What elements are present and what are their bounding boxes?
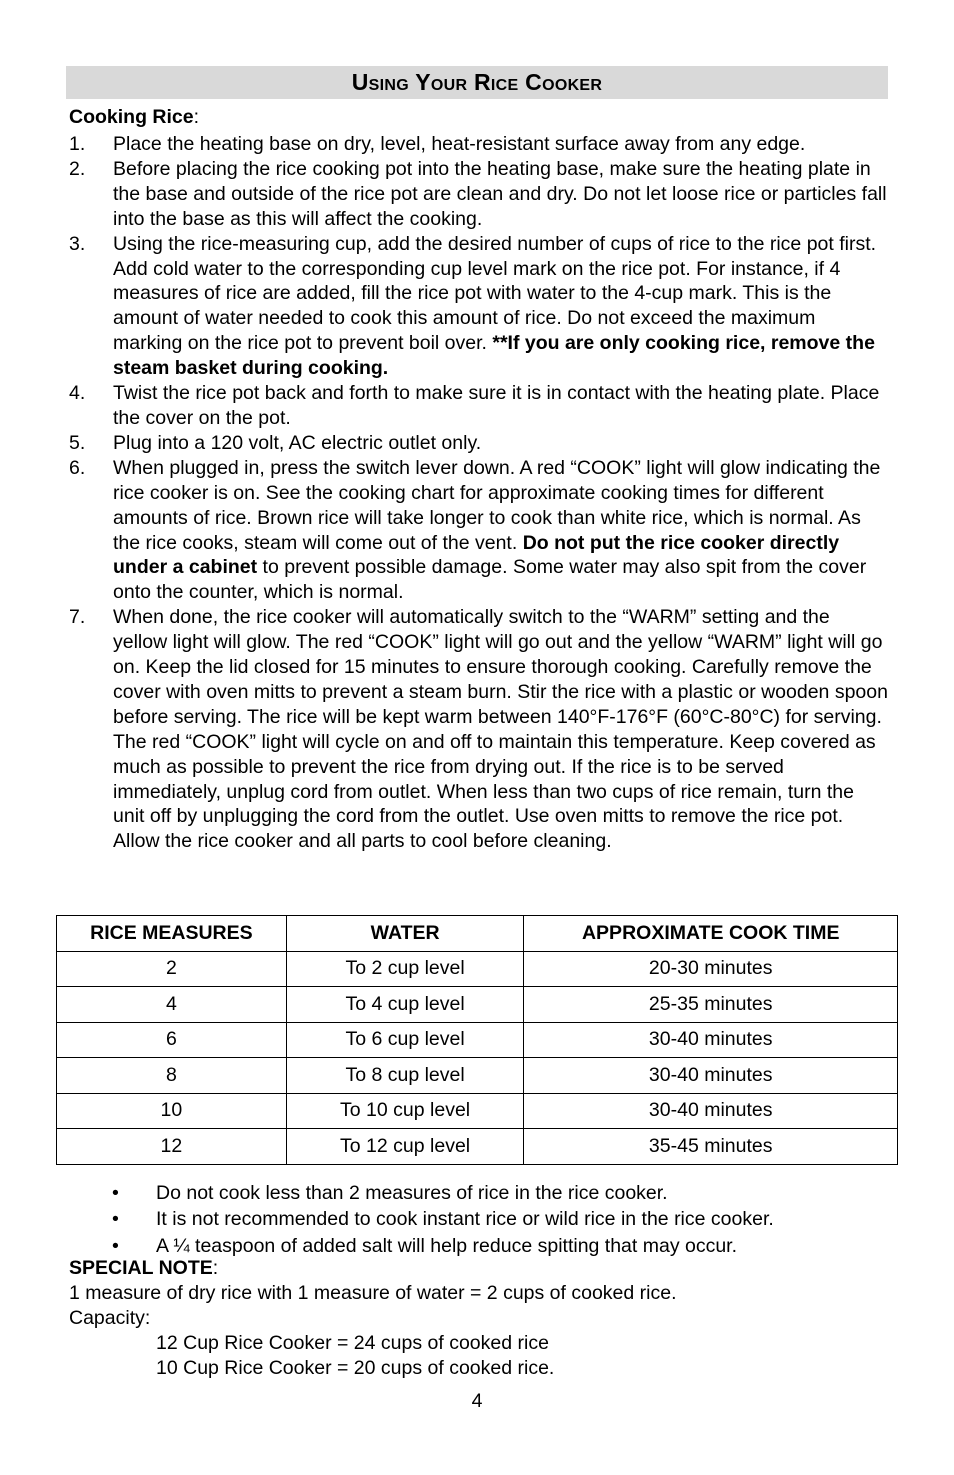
water-cell: To 10 cup level bbox=[286, 1093, 524, 1129]
tips-bullet-list bbox=[112, 1180, 892, 1260]
table-row bbox=[57, 1058, 898, 1094]
table-row bbox=[57, 987, 898, 1023]
table-row bbox=[57, 1129, 898, 1165]
step-bold-warning: Do not put the rice cooker directly under a cabinet bbox=[113, 531, 840, 579]
step-bold-warning: **If you are only cooking rice, remove the steam basket during cooking. bbox=[113, 332, 875, 380]
rice-measure-cell: 2 bbox=[57, 951, 287, 987]
step-number: 2. bbox=[69, 157, 86, 180]
capacity-line: 10 Cup Rice Cooker = 20 cups of cooked rice. bbox=[156, 1356, 555, 1379]
bullet-text: A ¼ teaspoon of added salt will help reduce spitting that may occur. bbox=[156, 1234, 738, 1257]
bullet-icon: • bbox=[112, 1234, 119, 1257]
step-body bbox=[113, 456, 889, 605]
step-3 bbox=[69, 232, 889, 381]
cook-time-cell: 30-40 minutes bbox=[524, 1058, 898, 1094]
step-body bbox=[113, 232, 889, 381]
cook-time-cell: 30-40 minutes bbox=[524, 1022, 898, 1058]
page-number: 4 bbox=[471, 1390, 483, 1412]
step-number: 7. bbox=[69, 606, 86, 629]
rice-measure-cell: 8 bbox=[57, 1058, 287, 1094]
bullet-icon: • bbox=[112, 1208, 119, 1231]
step-6 bbox=[69, 456, 889, 605]
table-row bbox=[57, 951, 898, 987]
water-cell: To 4 cup level bbox=[286, 987, 524, 1023]
rice-measure-cell: 6 bbox=[57, 1022, 287, 1058]
step-number: 1. bbox=[69, 133, 86, 155]
header-cook-time: APPROXIMATE COOK TIME bbox=[524, 916, 898, 952]
table-header-row bbox=[57, 916, 898, 952]
table-row bbox=[57, 1093, 898, 1129]
section-title-bar bbox=[66, 66, 888, 99]
rice-measure-cell: 12 bbox=[57, 1129, 287, 1165]
cook-time-cell: 30-40 minutes bbox=[524, 1093, 898, 1129]
list-item bbox=[112, 1180, 892, 1207]
step-7 bbox=[69, 605, 889, 854]
step-number: 3. bbox=[69, 232, 86, 255]
step-4 bbox=[69, 381, 889, 431]
step-2 bbox=[69, 157, 889, 232]
step-text: Place the heating base on dry, level, heat-resistant surface away from any edge. bbox=[113, 133, 806, 155]
step-number: 6. bbox=[69, 456, 86, 479]
rice-measure-cell: 10 bbox=[57, 1093, 287, 1129]
special-note-heading bbox=[69, 1256, 889, 1281]
step-1 bbox=[69, 132, 889, 157]
list-item bbox=[112, 1207, 892, 1234]
special-note-line: 1 measure of dry rice with 1 measure of water = 2 cups of cooked rice. bbox=[69, 1281, 677, 1304]
water-cell: To 6 cup level bbox=[286, 1022, 524, 1058]
step-text: When done, the rice cooker will automatically switch to the “WARM” setting and the yellow light will glow. The red “COOK” light will go out and the yellow “WARM” light will go on. Keep the lid closed for 15 minutes to ensure thorough cooking. Carefully remove the cover with oven mitts to prevent a steam burn. Stir the rice with a plastic or wooden spoon before serving. The rice will be kept warm between 140°F-176°F (60°C-80°C) for serving. The red “COOK” light will cycle on and off to maintain this temperature. Keep covered as much as possible to prevent the rice from drying out. If the rice is to be served immediately, unplug cord from outlet. When less than two cups of rice remain, turn the unit off by unplugging the cord from the outlet. Use oven mitts to remove the rice pot. Allow the rice cooker and all parts to cool before cleaning. bbox=[113, 606, 888, 853]
step-text-after: to prevent possible damage. Some water may also spit from the cover onto the counter, which is normal. bbox=[113, 556, 867, 604]
cooking-rice-label: Cooking Rice bbox=[69, 106, 194, 128]
step-5 bbox=[69, 431, 889, 456]
page-title: Using Your Rice Cooker bbox=[351, 69, 603, 95]
special-note-colon: : bbox=[212, 1257, 219, 1279]
step-text: Plug into a 120 volt, AC electric outlet only. bbox=[113, 431, 482, 454]
instruction-steps bbox=[69, 132, 889, 854]
step-number: 4. bbox=[69, 382, 86, 405]
cooking-chart-table bbox=[56, 915, 898, 1165]
bullet-text: It is not recommended to cook instant rice or wild rice in the rice cooker. bbox=[156, 1208, 774, 1231]
bullet-icon: • bbox=[112, 1181, 119, 1204]
header-water: WATER bbox=[286, 916, 524, 952]
step-text: Twist the rice pot back and forth to make sure it is in contact with the heating plate. Place the cover on the pot. bbox=[113, 382, 880, 429]
cooking-rice-colon: : bbox=[193, 106, 200, 128]
special-note-section bbox=[69, 1256, 889, 1381]
cooking-rice-heading bbox=[69, 106, 199, 129]
step-text: When plugged in, press the switch lever down. A red “COOK” light will glow indicating the rice cooker is on. See the cooking chart for approximate cooking times for different amounts of rice. Brown rice will take longer to cook than white rice, which is normal. As the rice cooks, steam will come out of the vent. bbox=[113, 456, 881, 554]
capacity-line: 12 Cup Rice Cooker = 24 cups of cooked rice bbox=[156, 1331, 549, 1354]
cook-time-cell: 25-35 minutes bbox=[524, 987, 898, 1023]
water-cell: To 2 cup level bbox=[286, 951, 524, 987]
header-rice-measures: RICE MEASURES bbox=[57, 916, 287, 952]
water-cell: To 12 cup level bbox=[286, 1129, 524, 1165]
cook-time-cell: 35-45 minutes bbox=[524, 1129, 898, 1165]
capacity-label: Capacity: bbox=[69, 1306, 151, 1329]
special-note-label: SPECIAL NOTE bbox=[69, 1257, 213, 1279]
rice-measure-cell: 4 bbox=[57, 987, 287, 1023]
step-number: 5. bbox=[69, 431, 86, 454]
step-text: Using the rice-measuring cup, add the desired number of cups of rice to the rice pot first. Add cold water to the corresponding cup level mark on the rice pot. For instance, if 4 measures of rice are added, fill the rice pot with water to the 4-cup mark. This is the amount of water needed to cook this amount of rice. Do not exceed the maximum marking on the rice pot to prevent boil over. bbox=[113, 232, 877, 355]
cook-time-cell: 20-30 minutes bbox=[524, 951, 898, 987]
water-cell: To 8 cup level bbox=[286, 1058, 524, 1094]
table-row bbox=[57, 1022, 898, 1058]
bullet-text: Do not cook less than 2 measures of rice in the rice cooker. bbox=[156, 1181, 668, 1204]
step-text: Before placing the rice cooking pot into the heating base, make sure the heating plate in the base and outside of the rice pot are clean and dry. Do not let loose rice or particles fall into the base as this will affect the cooking. bbox=[113, 157, 887, 230]
